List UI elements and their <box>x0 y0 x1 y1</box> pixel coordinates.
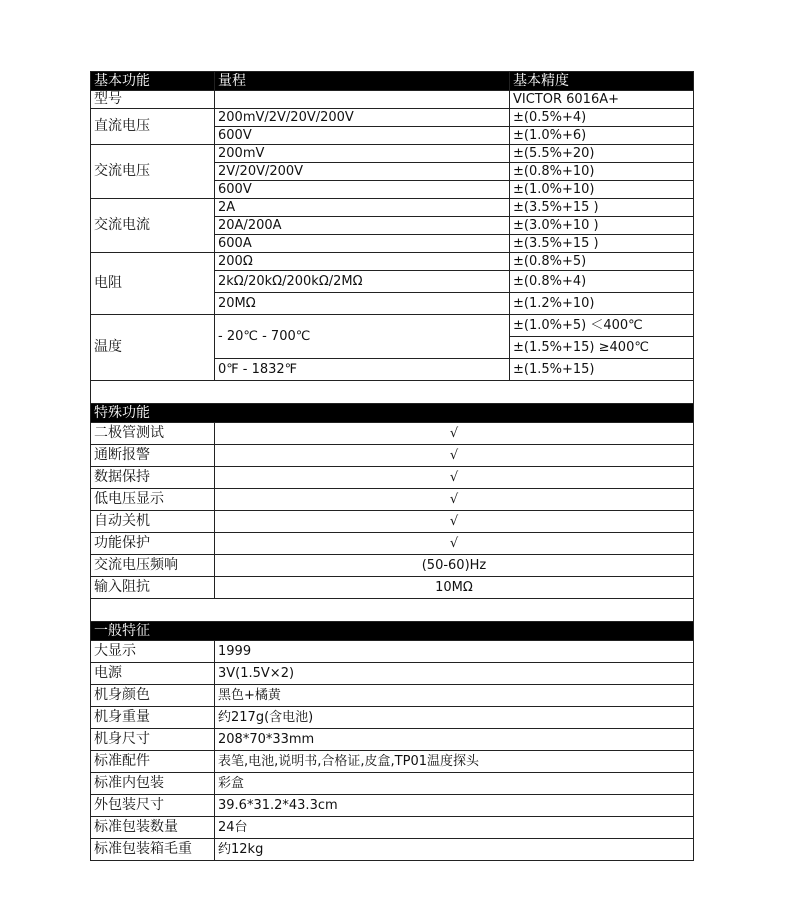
general-label: 机身颜色 <box>91 685 215 707</box>
range-cell: 2A <box>215 199 510 217</box>
table-row <box>91 707 694 729</box>
table-row <box>91 773 694 795</box>
spec-sheet <box>90 71 693 861</box>
special-label: 低电压显示 <box>91 489 215 511</box>
special-label: 数据保持 <box>91 467 215 489</box>
special-label: 输入阻抗 <box>91 577 215 599</box>
range-cell: 200Ω <box>215 253 510 271</box>
general-label: 大显示 <box>91 641 215 663</box>
general-value: 黑色+橘黄 <box>215 685 694 707</box>
range-cell: 20MΩ <box>215 293 510 315</box>
special-label: 通断报警 <box>91 445 215 467</box>
model-row <box>91 91 694 109</box>
range-cell: 2kΩ/20kΩ/200kΩ/2MΩ <box>215 271 510 293</box>
general-section-title: 一般特征 <box>91 622 694 641</box>
general-label: 标准配件 <box>91 751 215 773</box>
acv-label: 交流电压 <box>91 145 215 199</box>
range-cell: 200mV/2V/20V/200V <box>215 109 510 127</box>
check-mark: √ <box>215 489 694 511</box>
accuracy-cell: ±(5.5%+20) <box>510 145 694 163</box>
table-row <box>91 423 694 445</box>
table-row <box>91 511 694 533</box>
table-row <box>91 663 694 685</box>
range-column-header: 量程 <box>215 72 510 91</box>
accuracy-cell: ±(0.5%+4) <box>510 109 694 127</box>
accuracy-cell: ±(1.5%+15) <box>510 359 694 381</box>
general-value: 24台 <box>215 817 694 839</box>
range-cell: 600A <box>215 235 510 253</box>
table-row <box>91 109 694 127</box>
accuracy-cell: ±(0.8%+10) <box>510 163 694 181</box>
table-row <box>91 577 694 599</box>
accuracy-cell: ±(1.0%+5) ＜400℃ <box>510 315 694 337</box>
general-value: 约217g(含电池) <box>215 707 694 729</box>
special-label: 二极管测试 <box>91 423 215 445</box>
special-label: 自动关机 <box>91 511 215 533</box>
accuracy-cell: ±(3.5%+15 ) <box>510 235 694 253</box>
special-value: (50-60)Hz <box>215 555 694 577</box>
general-value: 1999 <box>215 641 694 663</box>
accuracy-column-header: 基本精度 <box>510 72 694 91</box>
special-value: 10MΩ <box>215 577 694 599</box>
special-section-title: 特殊功能 <box>91 404 694 423</box>
section-spacer <box>91 381 694 404</box>
general-value: 表笔,电池,说明书,合格证,皮盒,TP01温度探头 <box>215 751 694 773</box>
general-label: 标准包装箱毛重 <box>91 839 215 861</box>
accuracy-cell: ±(3.0%+10 ) <box>510 217 694 235</box>
resistance-label: 电阻 <box>91 253 215 315</box>
section-spacer <box>91 599 694 622</box>
general-label: 外包装尺寸 <box>91 795 215 817</box>
special-header-row <box>91 404 694 423</box>
table-row <box>91 817 694 839</box>
table-row <box>91 467 694 489</box>
check-mark: √ <box>215 533 694 555</box>
accuracy-cell: ±(1.2%+10) <box>510 293 694 315</box>
basic-header-row <box>91 72 694 91</box>
table-row <box>91 641 694 663</box>
check-mark: √ <box>215 511 694 533</box>
range-cell: 2V/20V/200V <box>215 163 510 181</box>
accuracy-cell: ±(0.8%+4) <box>510 271 694 293</box>
table-row <box>91 489 694 511</box>
accuracy-cell: ±(1.0%+6) <box>510 127 694 145</box>
general-label: 电源 <box>91 663 215 685</box>
aca-label: 交流电流 <box>91 199 215 253</box>
check-mark: √ <box>215 423 694 445</box>
accuracy-cell: ±(0.8%+5) <box>510 253 694 271</box>
table-row <box>91 199 694 217</box>
spec-table <box>90 71 694 861</box>
check-mark: √ <box>215 467 694 489</box>
table-row <box>91 253 694 271</box>
range-cell: 600V <box>215 127 510 145</box>
dcv-label: 直流电压 <box>91 109 215 145</box>
temp-fahrenheit-range: 0℉ - 1832℉ <box>215 359 510 381</box>
table-row <box>91 445 694 467</box>
special-label: 功能保护 <box>91 533 215 555</box>
general-label: 机身重量 <box>91 707 215 729</box>
general-value: 39.6*31.2*43.3cm <box>215 795 694 817</box>
basic-section-title: 基本功能 <box>91 72 215 91</box>
special-label: 交流电压频响 <box>91 555 215 577</box>
accuracy-cell: ±(1.0%+10) <box>510 181 694 199</box>
range-cell: 200mV <box>215 145 510 163</box>
table-row <box>91 839 694 861</box>
general-header-row <box>91 622 694 641</box>
temp-celsius-range: - 20℃ - 700℃ <box>215 315 510 359</box>
general-value: 约12kg <box>215 839 694 861</box>
range-cell: 600V <box>215 181 510 199</box>
table-row <box>91 533 694 555</box>
table-row <box>91 795 694 817</box>
general-value: 彩盒 <box>215 773 694 795</box>
check-mark: √ <box>215 445 694 467</box>
table-row <box>91 685 694 707</box>
table-row <box>91 751 694 773</box>
general-label: 标准内包装 <box>91 773 215 795</box>
general-label: 标准包装数量 <box>91 817 215 839</box>
accuracy-cell: ±(3.5%+15 ) <box>510 199 694 217</box>
range-cell: 20A/200A <box>215 217 510 235</box>
accuracy-cell: ±(1.5%+15) ≥400℃ <box>510 337 694 359</box>
table-row <box>91 145 694 163</box>
table-row <box>91 315 694 337</box>
model-value: VICTOR 6016A+ <box>510 91 694 109</box>
general-value: 3V(1.5V×2) <box>215 663 694 685</box>
general-value: 208*70*33mm <box>215 729 694 751</box>
temperature-label: 温度 <box>91 315 215 381</box>
table-row <box>91 555 694 577</box>
general-label: 机身尺寸 <box>91 729 215 751</box>
table-row <box>91 729 694 751</box>
model-label: 型号 <box>91 91 215 109</box>
model-range-empty <box>215 91 510 109</box>
